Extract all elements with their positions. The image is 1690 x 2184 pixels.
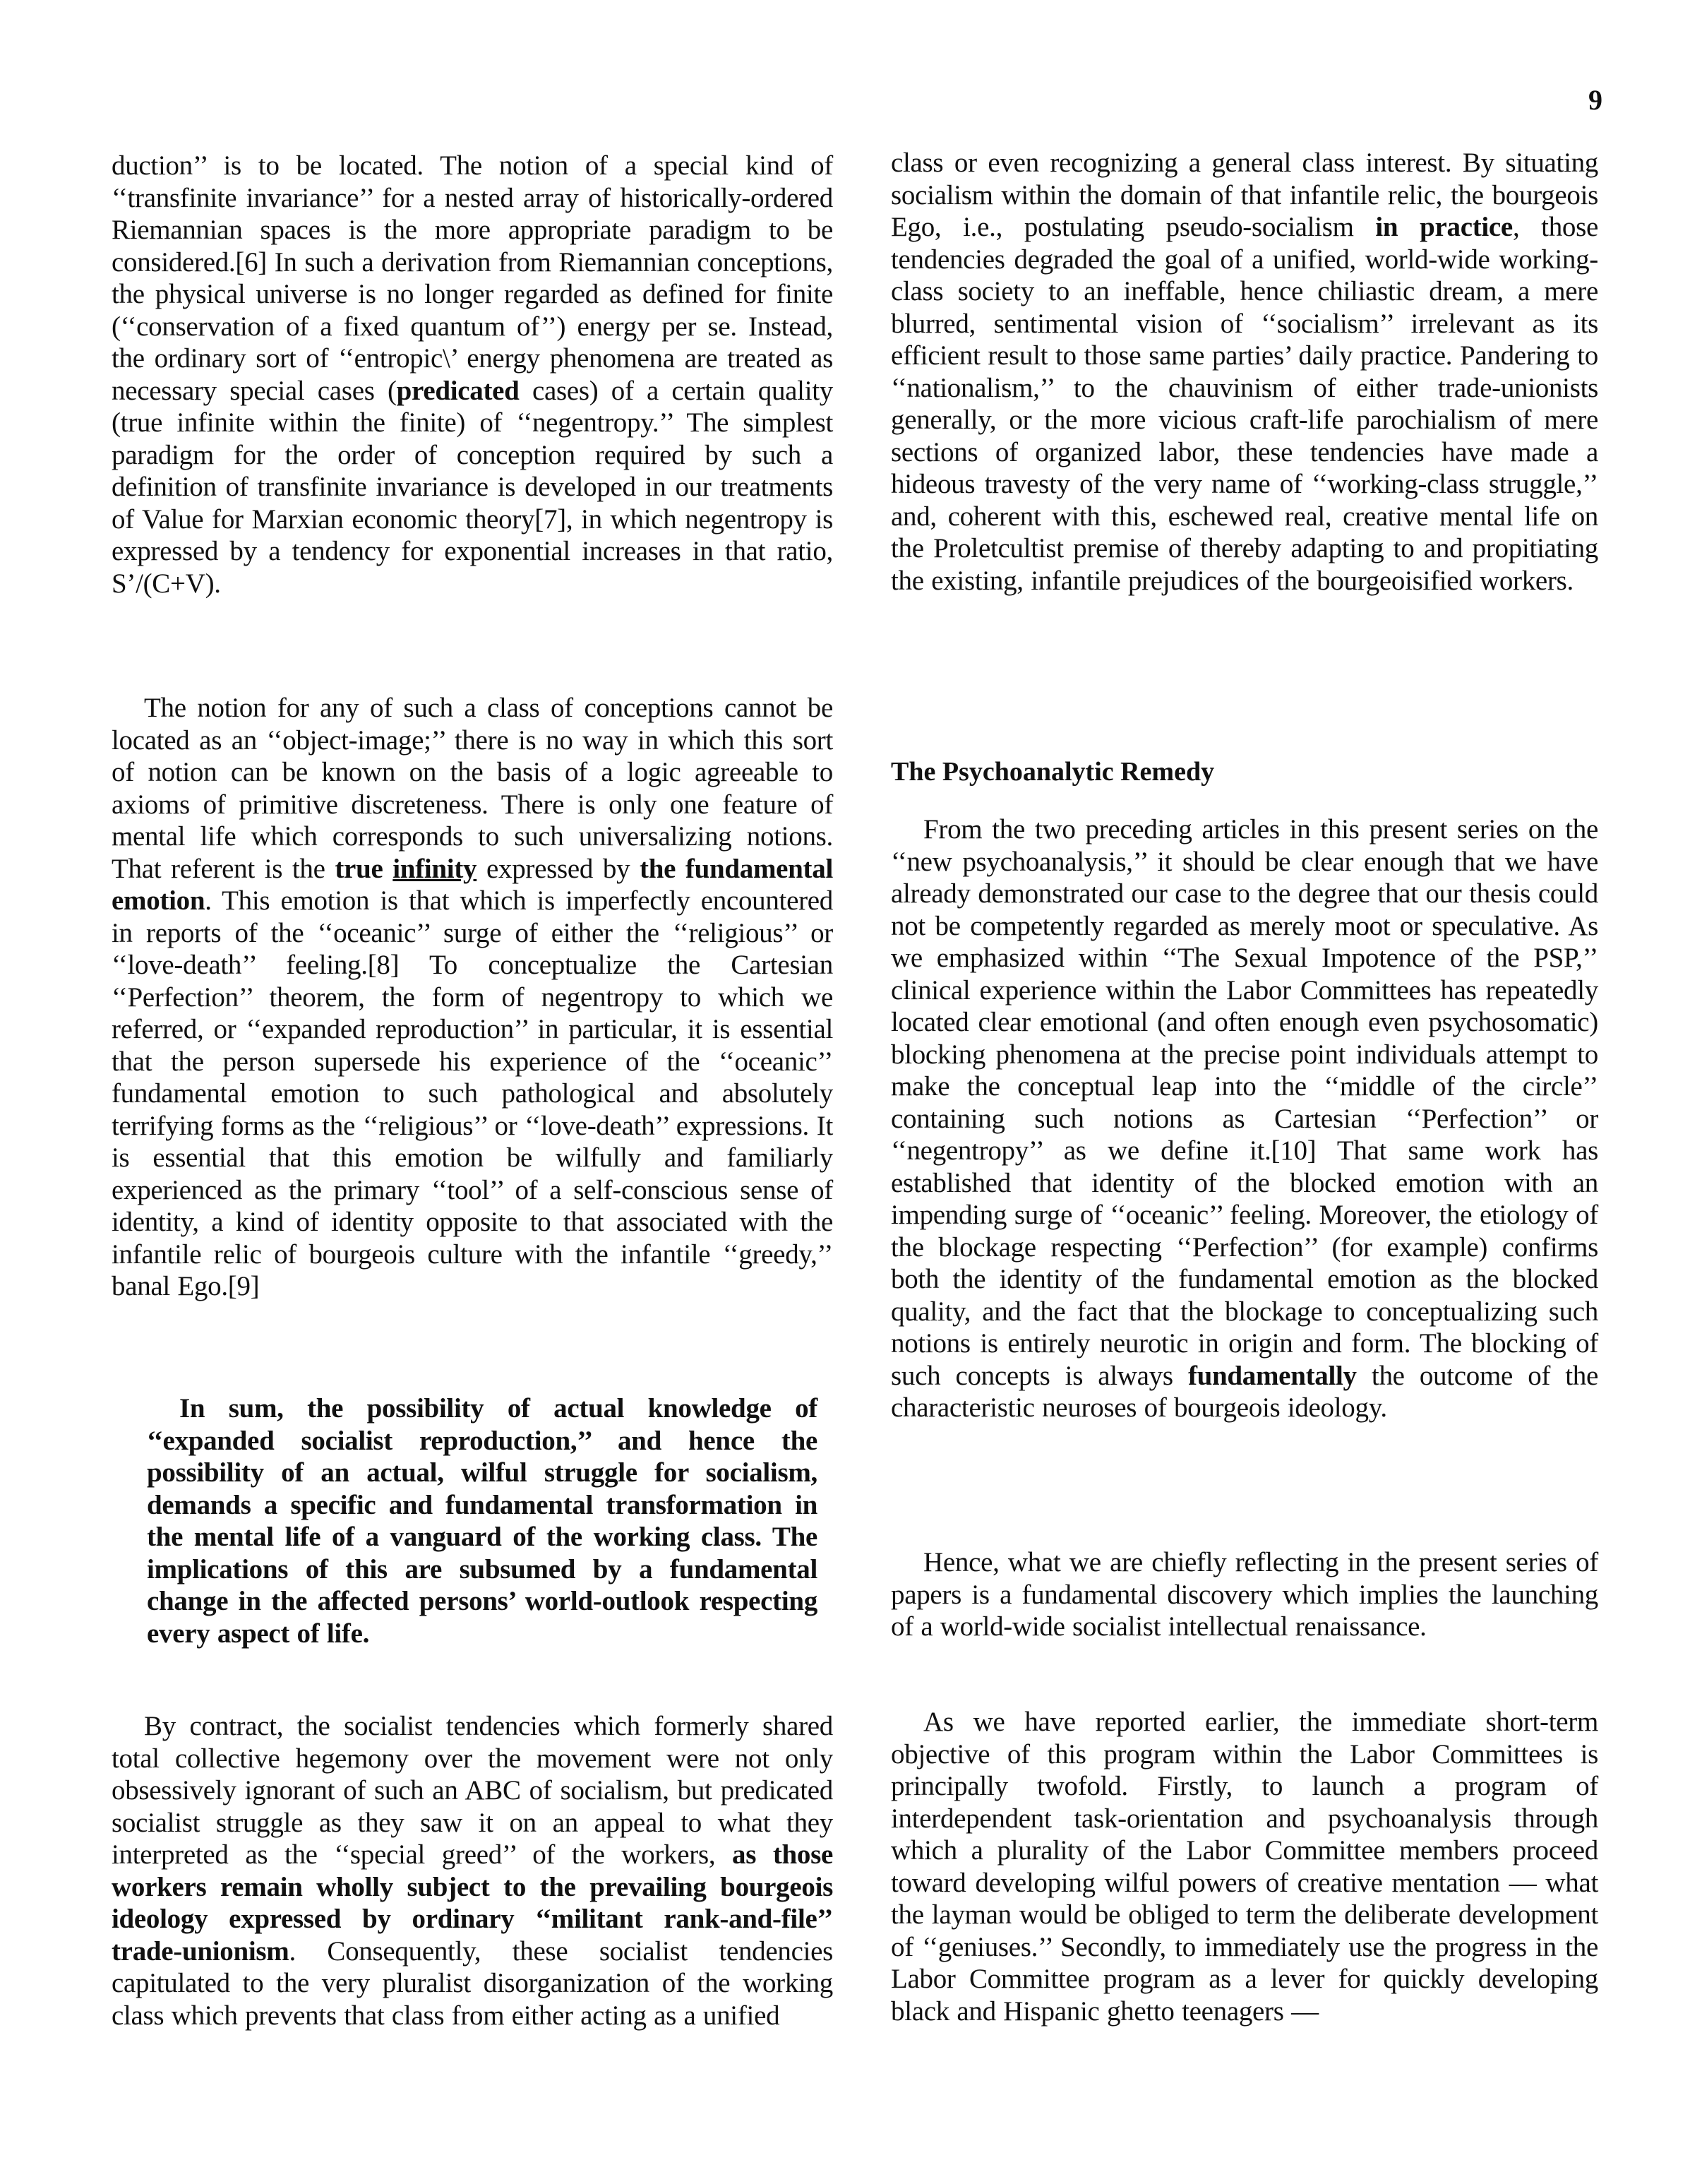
paragraph-continuation: [112, 150, 833, 599]
bold-term: the fundamental emotion: [112, 853, 833, 916]
text-run: . Consequently, these socialist tendencies capitulated to the very pluralist disorganization of the working class which prevents that class from either acting as a unified: [112, 1935, 833, 2031]
text-run: expressed by: [477, 853, 640, 884]
text-run: class or even recognizing a general class interest. By situating socialism within the domain of that infantile relic, the bourgeois Ego, i.e., postulating pseudo-socialism: [891, 148, 1598, 242]
page-number: 9: [1588, 84, 1602, 116]
bold-term: in practice: [1375, 212, 1513, 242]
text-run: . This emotion is that which is imperfectly encountered in reports of the ‘‘oceanic’’ surge of either the ‘‘religious’’ or ‘‘love-death’’ feeling.[8] To conceptualize the Cartesian ‘‘Perfection’’ theorem, the form of negentropy to which we referred, or ‘‘expanded reproduction’’ in particular, it is essential that the person supersede his experience of the ‘‘oceanic’’ fundamental emotion to such pathological and absolutely terrifying forms as the ‘‘religious’’ or ‘‘love-death’’ expressions. It is essential that this emotion be wilfully and familiarly experienced as the primary ‘‘tool’’ of a self-conscious sense of identity, a kind of identity opposite to that associated with the infantile relic of bourgeois culture with the infantile ‘‘greedy,’’ banal Ego.[9]: [112, 885, 833, 1301]
paragraph-object-image: [112, 692, 833, 1303]
text-run: the outcome of the characteristic neuroses of bourgeois ideology.: [891, 1360, 1599, 1423]
bold-term: fundamentally: [1187, 1360, 1357, 1391]
text-run: duction’’ is to be located. The notion of a special kind of ‘‘transfinite invariance’’ for a nested array of historically-ordered Riemannian spaces is the more appropriate paradigm to be considered.[6] In such a derivation from Riemannian conceptions, the physical universe is no longer regarded as defined for finite (‘‘conservation of a fixed quantum of’’) energy per se. Instead, the ordinary sort of ‘‘entropic\’ energy phenomena are treated as necessary special cases (: [112, 150, 833, 406]
bold-term: predicated: [396, 375, 520, 406]
paragraph-hence: Hence, what we are chiefly reflecting in the present series of papers is a fundamental discovery which implies the launching of a world-wide socialist intellectual renaissance.: [891, 1547, 1598, 1642]
text-run: cases) of a certain quality (true infinite within the finite) of ‘‘negentropy.’’ The simplest paradigm for the order of conception required by such a definition of transfinite invariance is developed in our treatments of Value for Marxian economic theory[7], in which negentropy is expressed by a tendency for exponential increases in that ratio, S’/(C+V).: [112, 375, 833, 599]
bold-term: true: [335, 853, 393, 884]
paragraph-class-interest: [891, 147, 1598, 597]
bold-underlined-term: infinity: [392, 853, 477, 884]
text-run: From the two preceding articles in this present series on the ‘‘new psychoanalysis,’’ it should be clear enough that we have already demonstrated our case to the degree that our thesis could not be competently regarded as merely moot or speculative. As we emphasized within ‘‘The Sexual Impotence of the PSP,’’ clinical experience within the Labor Committees has repeatedly located clear emotional (and often enough even psychosomatic) blocking phenomena at the precise point individuals attempt to make the conceptual leap into the ‘‘middle of the circle’’ containing such notions as Cartesian ‘‘Perfection’’ or ‘‘negentropy’’ as we define it.[10] That same work has established that identity of the blocked emotion with an impending surge of ‘‘oceanic’’ feeling. Moreover, the etiology of the blockage respecting ‘‘Perfection’’ (for example) confirms both the identity of the fundamental emotion as the blocked quality, and the fact that the blockage to conceptualizing such notions is entirely neurotic in origin and form. The blocking of such concepts is always: [891, 814, 1598, 1391]
text-run: The notion for any of such a class of conceptions cannot be located as an ‘‘object-image;’’ there is no way in which this sort of notion can be known on the basis of a logic agreeable to axioms of primitive discreteness. There is only one feature of mental life which corresponds to such universalizing notions. That referent is the: [112, 693, 833, 884]
paragraph-by-contract: [112, 1710, 833, 2031]
bold-pull-quote: In sum, the possibility of actual knowledge of ‘‘expanded socialist reproduction,’’ and hence the possibility of an actual, wilful struggle for socialism, demands a specific and fundamental transformation in the mental life of a vanguard of the working class. The implications of this are subsumed by a fundamental change in the affected persons’ world-outlook respecting every aspect of life.: [147, 1393, 817, 1649]
section-heading: The Psychoanalytic Remedy: [891, 757, 1215, 787]
bold-phrase: as those workers remain wholly subject to the prevailing bourgeois ideology expressed by ordinary ‘‘militant rank-and-file’’ trade-unionism: [112, 1839, 833, 1967]
text-run: By contract, the socialist tendencies which formerly shared total collective hegemony over the movement were not only obsessively ignorant of such an ABC of socialism, but predicated socialist struggle as they saw it on an appeal to what they interpreted as the ‘‘special greed’’ of the workers,: [112, 1711, 833, 1870]
text-run: , those tendencies degraded the goal of a unified, world-wide working-class society to an ineffable, hence chiliastic dream, a mere blurred, sentimental vision of ‘‘socialism’’ irrelevant as its efficient result to those same parties’ daily practice. Pandering to ‘‘nationalism,’’ to the chauvinism of either trade-unionists generally, or the more vicious craft-life parochialism of mere sections of organized labor, these tendencies have made a hideous travesty of the very name of ‘‘working-class struggle,’’ and, coherent with this, eschewed real, creative mental life on the Proletcultist premise of thereby adapting to and propitiating the existing, infantile prejudices of the bourgeoisified workers.: [891, 212, 1598, 596]
paragraph-reported-earlier: As we have reported earlier, the immediate short-term objective of this program within the Labor Committees is principally twofold. Firstly, to launch a program of interdependent task-orientation and psychoanalysis through which a plurality of the Labor Committee members proceed toward developing wilful powers of creative mentation — what the layman would be obliged to term the deliberate development of ‘‘geniuses.’’ Secondly, to immediately use the progress in the Labor Committee program as a lever for quickly developing black and Hispanic ghetto teenagers —: [891, 1707, 1598, 2027]
paragraph-preceding-articles: [891, 813, 1598, 1424]
